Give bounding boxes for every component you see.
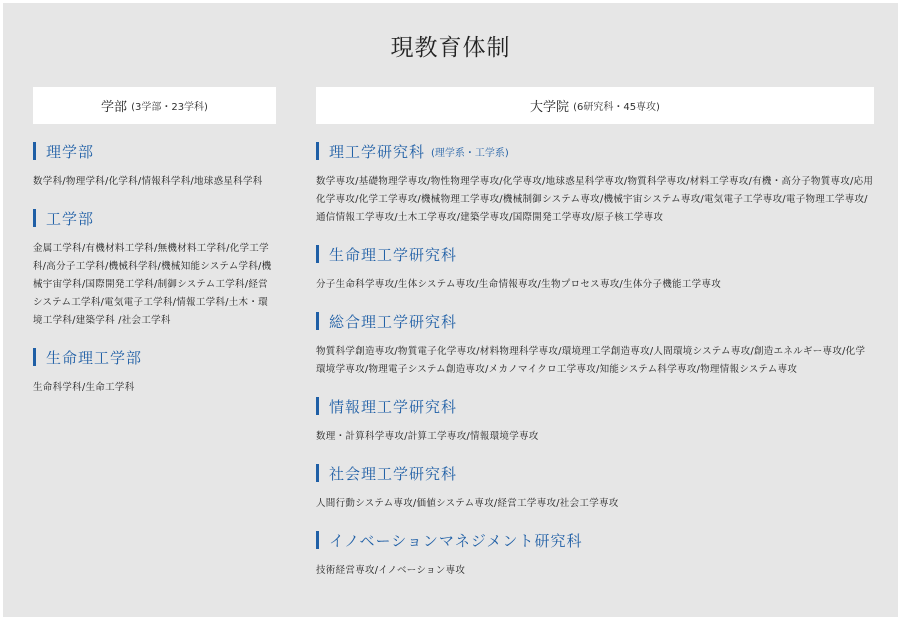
graduate-header-label: 大学院 [530,100,570,115]
section-title [33,142,276,160]
section-title [33,209,276,227]
section-title-sub: (理学系・工学系) [431,147,509,159]
graduate-section [316,397,874,446]
section-body: 生命科学科/生命工学科 [33,382,135,393]
section-title-text: 理学部 [46,142,95,161]
page-title: 現教育体制 [390,35,511,61]
graduate-header-count: (6研究科・45専攻) [573,102,660,113]
section-title-text: 生命理工学部 [46,348,143,367]
education-panel [3,3,898,617]
section-body: 技術経営専攻/イノベーション専攻 [316,565,466,576]
graduate-column [316,87,874,598]
section-title [316,312,874,330]
graduate-section [316,464,874,513]
section-body: 数理・計算科学専攻/計算工学専攻/情報環境学専攻 [316,431,539,442]
section-body: 数学専攻/基礎物理学専攻/物性物理学専攻/化学専攻/地球惑星科学専攻/物質科学専攻/材料工学専攻/有機・高分子物質専攻/応用化学専攻/化学工学専攻/機械物理工学専攻/機械制御システム専攻/機械宇宙システム専攻/電気電子工学専攻/電子物理工学専攻/通信情報工学専攻/土木工学専攻/建築学専攻/国際開発工学専攻/原子核工学専攻 [316,176,874,223]
section-title [316,464,874,482]
section-body: 金属工学科/有機材料工学科/無機材料工学科/化学工学科/高分子工学科/機械科学科/機械知能システム学科/機械宇宙学科/国際開発工学科/制御システム工学科/経営システム工学科/電気電子工学科/情報工学科/土木・環境工学科/建築学科 /社会工学科 [33,243,272,326]
undergrad-section [33,209,276,330]
undergrad-header-label: 学部 [101,100,128,115]
graduate-section [316,245,874,294]
section-title-text: 工学部 [46,209,95,228]
section-body: 数学科/物理学科/化学科/情報科学科/地球惑星科学科 [33,176,263,187]
undergrad-header-count: (3学部・23学科) [131,102,208,113]
undergrad-section [33,142,276,191]
graduate-section [316,142,874,227]
graduate-section [316,312,874,379]
graduate-section [316,531,874,580]
section-title-text: 情報理工学研究科 [329,397,458,416]
section-title-text: イノベーションマネジメント研究科 [329,531,583,550]
section-title-text: 理工学研究科 [329,142,426,161]
section-title [316,397,874,415]
undergrad-section [33,348,276,397]
section-title [316,142,874,160]
section-title [316,245,874,263]
undergrad-header [33,87,276,124]
section-title [316,531,874,549]
undergrad-column [33,87,276,415]
section-body: 人間行動システム専攻/価値システム専攻/経営工学専攻/社会工学専攻 [316,498,619,509]
graduate-header [316,87,874,124]
section-body: 物質科学創造専攻/物質電子化学専攻/材料物理科学専攻/環境理工学創造専攻/人間環境システム専攻/創造エネルギー専攻/化学環境学専攻/物理電子システム創造専攻/メカノマイクロ工学専攻/知能システム科学専攻/物理情報システム専攻 [316,346,866,375]
section-title-text: 生命理工学研究科 [329,245,458,264]
section-title-text: 総合理工学研究科 [329,312,458,331]
section-body: 分子生命科学専攻/生体システム専攻/生命情報専攻/生物プロセス専攻/生体分子機能工学専攻 [316,279,722,290]
section-title [33,348,276,366]
section-title-text: 社会理工学研究科 [329,464,458,483]
